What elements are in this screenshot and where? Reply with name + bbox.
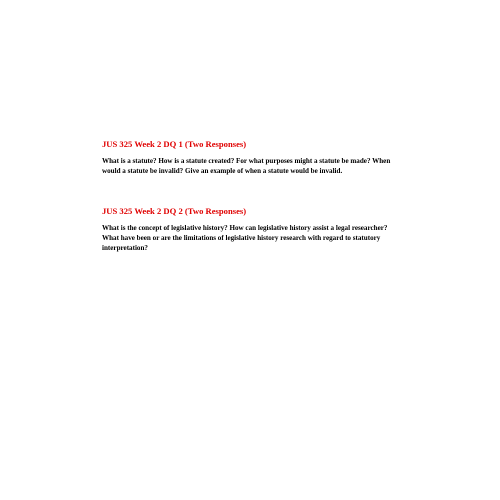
question-1-heading: JUS 325 Week 2 DQ 1 (Two Responses)	[102, 139, 247, 149]
question-1-body: What is a statute? How is a statute created? For what purposes might a statute be made? When would a statute be invalid? Give an example of when a statute would be invalid.	[102, 157, 391, 176]
question-2-body: What is the concept of legislative history? How can legislative history assist a legal researcher? What have been or are the limitations of legislative history research with regard to statutory interpretation?	[102, 224, 388, 253]
discussion-question-2	[102, 206, 402, 254]
discussion-question-1	[102, 139, 402, 176]
question-2-heading: JUS 325 Week 2 DQ 2 (Two Responses)	[102, 206, 247, 216]
